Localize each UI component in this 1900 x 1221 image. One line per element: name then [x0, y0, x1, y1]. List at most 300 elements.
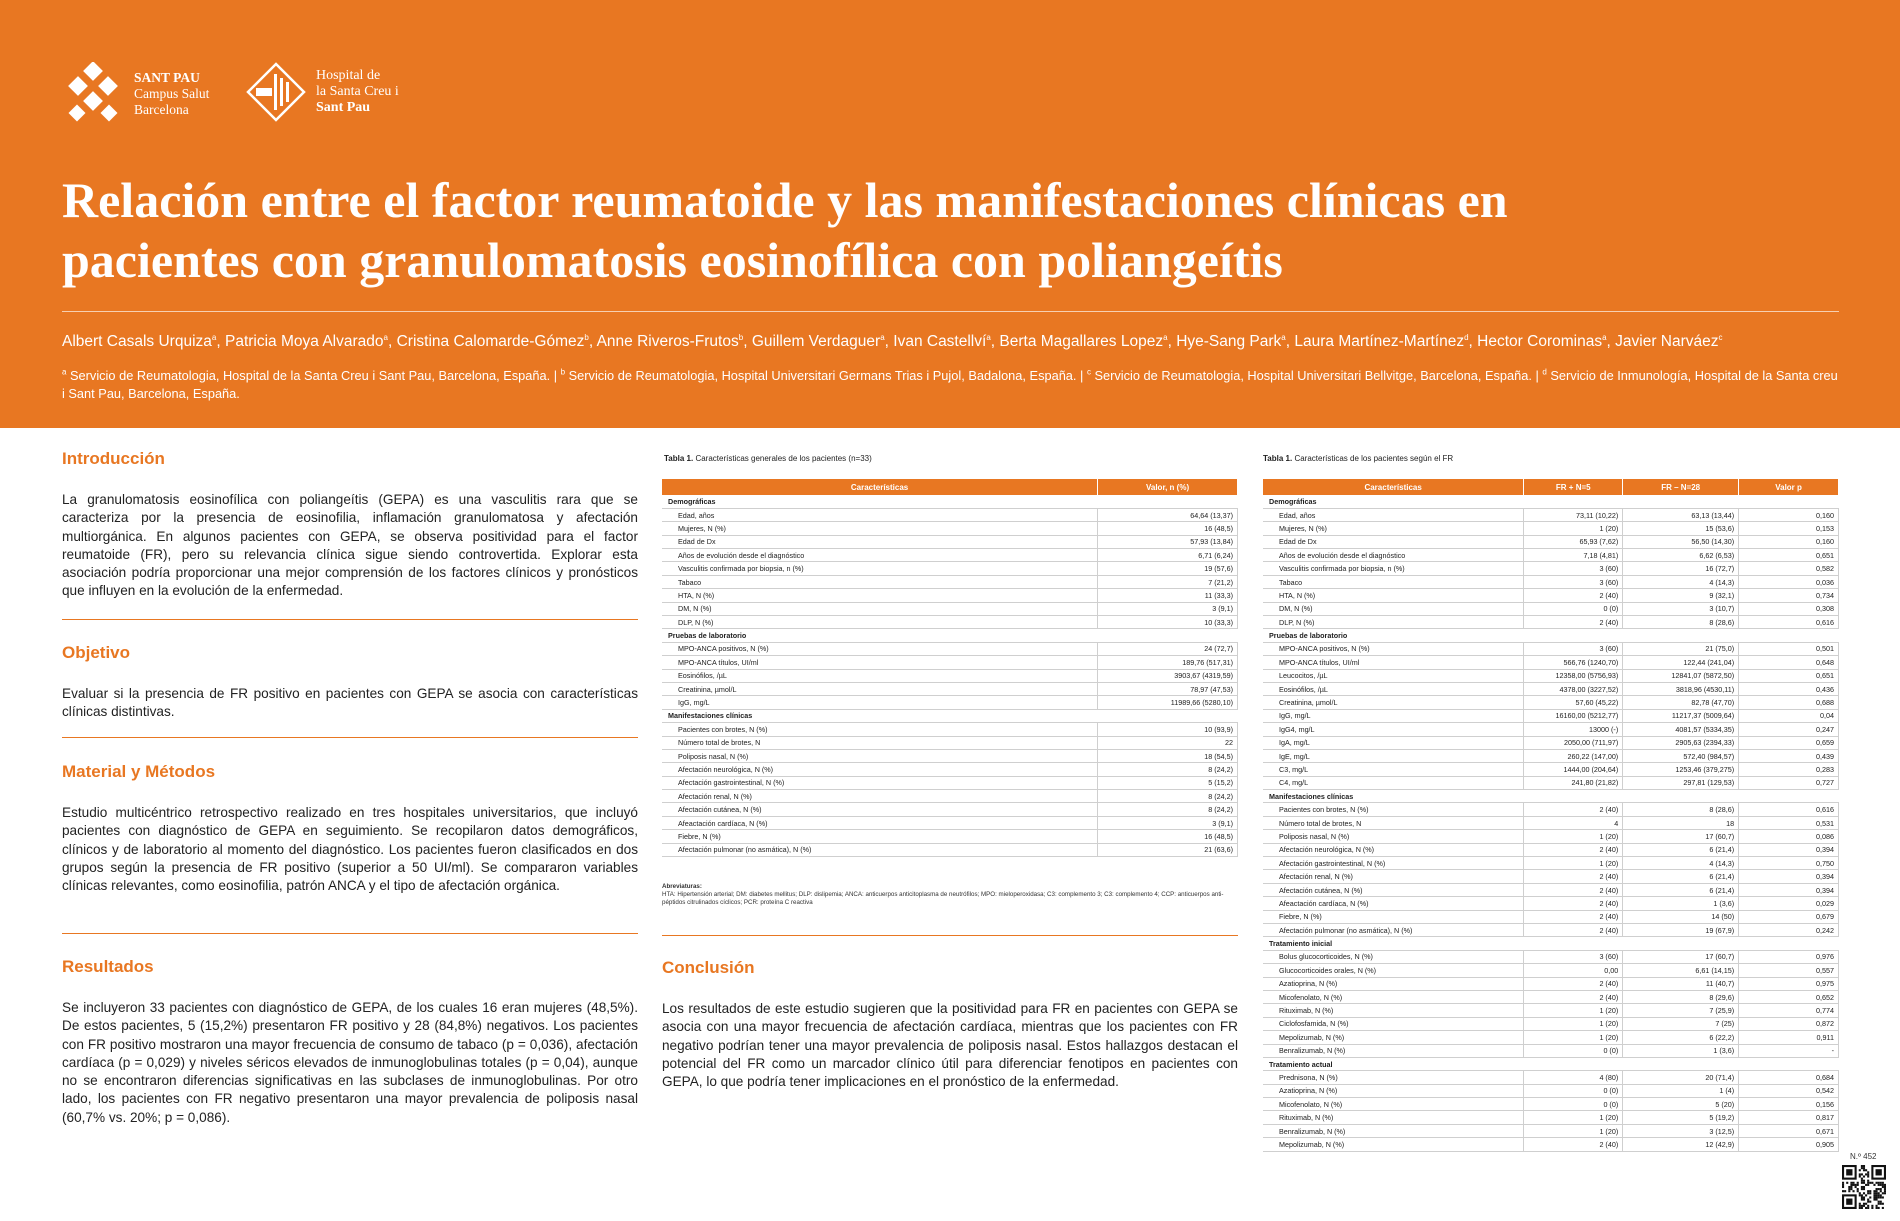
table1-row [662, 508, 1238, 521]
table2-value-cell: 1253,46 (379,275) [1623, 763, 1739, 776]
table1-row-label: MPO-ANCA positivos, N (%) [662, 642, 1098, 655]
table1-row-label: Edad, años [662, 508, 1098, 521]
table2-row-label: Afectación neurológica, N (%) [1263, 843, 1524, 856]
table1-row-label: HTA, N (%) [662, 589, 1098, 602]
table2-group-label: Tratamiento inicial [1263, 937, 1839, 950]
table1-row [662, 522, 1238, 535]
table2-value-cell: 8 (28,6) [1623, 616, 1739, 629]
table2-row [1263, 924, 1839, 937]
table1-value-cell: 3 (9,1) [1098, 816, 1238, 829]
table2-value-cell: 1 (20) [1524, 830, 1623, 843]
table2-value-cell: 14 (50) [1623, 910, 1739, 923]
table2-value-cell: 2905,63 (2394,33) [1623, 736, 1739, 749]
table1-row [662, 669, 1238, 682]
table2-value-cell: 3 (60) [1524, 562, 1623, 575]
table1-row-label: IgG, mg/L [662, 696, 1098, 709]
table2-group-label: Manifestaciones clínicas [1263, 790, 1839, 803]
table1-row [662, 535, 1238, 548]
table2-value-cell: 19 (67,9) [1623, 924, 1739, 937]
table2-value-cell: - [1739, 1044, 1839, 1057]
table1-row [662, 723, 1238, 736]
table2-value-cell: 0,976 [1739, 950, 1839, 963]
table1-group-label: Manifestaciones clínicas [662, 709, 1238, 722]
table2-row-label: Azatioprina, N (%) [1263, 1084, 1524, 1097]
intro-text: La granulomatosis eosinofílica con poliangeítis (GEPA) es una vasculitis rara que se caracteriza por la presencia de eosinofilia, inflamación granulomatosa y afectación multiorgánica. En algunos pacientes con GEPA, se observa positividad para el factor reumatoide (FR), pero su relevancia clínica sigue siendo controvertida. Explorar esta asociación podría proporcionar una mejor comprensión de los factores clínicos y pronósticos que influyen en la evolución de la enfermedad. [62, 492, 638, 599]
intro-section [62, 449, 638, 601]
table2-value-cell: 0,557 [1739, 964, 1839, 977]
table2-value-cell: 2 (40) [1524, 843, 1623, 856]
table2-value-cell: 0,582 [1739, 562, 1839, 575]
table1-row [662, 749, 1238, 762]
affiliation-text: Servicio de Inmunología, Hospital de la Santa creu i Sant Pau, Barcelona, España. [62, 368, 1838, 401]
table2-caption-label: Tabla 1. [1263, 454, 1293, 463]
table1-value-cell: 8 (24,2) [1098, 763, 1238, 776]
table2-value-cell: 4 (80) [1524, 1071, 1623, 1084]
poster-title-line2: pacientes con granulomatosis eosinofílica con poliangeítis [62, 232, 1283, 288]
table2-value-cell: 8 (28,6) [1623, 803, 1739, 816]
table2-row [1263, 642, 1839, 655]
table2-row [1263, 910, 1839, 923]
table2-value-cell: 0 (0) [1524, 1084, 1623, 1097]
table2-row [1263, 843, 1839, 856]
author-affiliation-mark: b [584, 332, 589, 342]
table2-value-cell: 0,036 [1739, 575, 1839, 588]
table1-value-cell: 11989,66 (5280,10) [1098, 696, 1238, 709]
table2-row [1263, 508, 1839, 521]
table1-row-label: Mujeres, N (%) [662, 522, 1098, 535]
affiliation-list: $^a$ Servicio de Reumatologia, Hospital de la Santa Creu i Sant Pau, Barcelona, España. | $^b$ Servicio de Reumatologia, Hospital Universitari Germans Trias i Pujol, Badalona, España. | $^c$ Servicio de Reumatologia, Hospital Universitari Bellvitge, Barcelona, España. | $^d$ Servicio de Inmunología, Hospital de la Santa creu i Sant Pau, Barcelona, España. [62, 367, 1838, 401]
table2-value-cell: 0,542 [1739, 1084, 1839, 1097]
table2-row-label: Mepolizumab, N (%) [1263, 1138, 1524, 1151]
table2-row [1263, 656, 1839, 669]
affiliation-text: Servicio de Reumatologia, Hospital de la Santa Creu i Sant Pau, Barcelona, España. [66, 368, 551, 383]
author-affiliation-mark: a [1602, 332, 1607, 342]
table1-row-label: Edad de Dx [662, 535, 1098, 548]
table2-value-cell: 1 (20) [1524, 1004, 1623, 1017]
table2-value-cell: 0 (0) [1524, 602, 1623, 615]
table1-value-cell: 78,97 (47,53) [1098, 682, 1238, 695]
table2-group-row [1263, 1057, 1839, 1070]
author-affiliation-mark: d [1464, 332, 1469, 342]
table2-row [1263, 883, 1839, 896]
poster-title-line1: Relación entre el factor reumatoide y las manifestaciones clínicas en [62, 172, 1508, 228]
table2-value-cell: 1 (20) [1524, 1017, 1623, 1030]
table1-value-cell: 16 (48,5) [1098, 830, 1238, 843]
conclusion-text: Los resultados de este estudio sugieren que la positividad para FR en pacientes con GEPA se asocia con una mayor frecuencia de afectación cardíaca, mientras que los pacientes con FR negativo podrían tener una mayor prevalencia de poliposis nasal. Estos hallazgos destacan el potencial del FR como un marcador clínico útil para diferenciar fenotipos en pacientes con GEPA, lo que podría tener implicaciones en el pronóstico de la enfermedad. [662, 1001, 1238, 1090]
table2-value-cell: 2 (40) [1524, 990, 1623, 1003]
table2-value-cell: 0,774 [1739, 1004, 1839, 1017]
hospital-logo-line3: Sant Pau [316, 100, 371, 115]
author-name: Hector Corominas [1477, 333, 1603, 350]
abbreviations-note [662, 883, 1238, 907]
table2-row [1263, 1111, 1839, 1124]
poster-header [0, 0, 1900, 428]
author-name: Patricia Moya Alvarado [224, 333, 384, 350]
table1-row-label: Afectación cutánea, N (%) [662, 803, 1098, 816]
table2-value-cell: 3 (60) [1524, 642, 1623, 655]
santpau-logo-line2: Campus Salut [134, 86, 210, 101]
table2-value-cell: 57,60 (45,22) [1524, 696, 1623, 709]
table2-value-cell: 12 (42,9) [1623, 1138, 1739, 1151]
table2-row-label: IgA, mg/L [1263, 736, 1524, 749]
table2-value-cell: 0,501 [1739, 642, 1839, 655]
affiliation-mark: a [62, 367, 67, 377]
affiliation-mark: d [1542, 367, 1547, 377]
table2-row [1263, 1124, 1839, 1137]
abbreviations-text: HTA: Hipertensión arterial; DM: diabetes mellitus; DLP: dislipemia; ANCA: anticuerpos anticitoplasma de neutrófilos; MPO: mieloperoxidasa; C3: complemento 3; C3: complemento 4; CCP: anticuerpos anti-péptidos citrulinados cíclicos; PCR: proteína C reactiva [662, 891, 1224, 906]
author-name: Guillem Verdaguer [751, 333, 881, 350]
table2-value-cell: 3 (60) [1524, 575, 1623, 588]
diamond-cluster-icon [62, 62, 126, 126]
author-list: Albert Casals Urquiza$^a$, Patricia Moya Alvarado$^a$, Cristina Calomarde-Gómez$^b$, Anne Riveros-Frutos$^b$, Guillem Verdaguer$^a$, Ivan Castellví$^a$, Berta Magallares Lopez$^a$, Hye-Sang Park$^a$, Laura Martínez-Martínez$^d$, Hector Corominas$^a$, Javier Narváez$^c$ [62, 332, 1723, 350]
table1-value-cell: 5 (15,2) [1098, 776, 1238, 789]
table2-group-row [1263, 495, 1839, 508]
table1-row-label: DM, N (%) [662, 602, 1098, 615]
table1-row-label: MPO-ANCA títulos, UI/ml [662, 656, 1098, 669]
table2-row-label: IgG, mg/L [1263, 709, 1524, 722]
table2-value-cell: 0,029 [1739, 897, 1839, 910]
table2-row-label: IgE, mg/L [1263, 749, 1524, 762]
table2-value-cell: 0,817 [1739, 1111, 1839, 1124]
table2-row-label: Creatinina, µmol/L [1263, 696, 1524, 709]
table1-value-cell: 19 (57,6) [1098, 562, 1238, 575]
table1-value-cell: 8 (24,2) [1098, 790, 1238, 803]
table-characteristics-by-fr [1263, 479, 1839, 1152]
table2-value-cell: 6,62 (6,53) [1623, 549, 1739, 562]
author-affiliation-mark: a [986, 332, 991, 342]
table2-row [1263, 709, 1839, 722]
table2-value-cell: 4 (14,3) [1623, 857, 1739, 870]
header-divider [62, 311, 1839, 312]
table1-row-label: Afectación pulmonar (no asmática), N (%) [662, 843, 1098, 856]
table2-value-cell: 1 (20) [1524, 1111, 1623, 1124]
table2-value-cell: 0,652 [1739, 990, 1839, 1003]
results-text: Se incluyeron 33 pacientes con diagnóstico de GEPA, de los cuales 16 eran mujeres (48,5%). De estos pacientes, 5 (15,2%) presentaron FR positivo y 28 (84,8%) negativos. Los pacientes con FR positivo mostraron una mayor frecuencia de consumo de tabaco (p = 0,036), afectación cardíaca (p = 0,029) y niveles séricos elevados de inmunoglobulinas totales (p = 0,04), aunque no se encontraron diferencias significativas en las subclases de inmunoglobulinas. Por otro lado, los pacientes con FR negativo presentaron una mayor prevalencia de poliposis nasal (60,7% vs. 20%; p = 0,086). [62, 1000, 638, 1125]
table1-row-label: Creatinina, µmol/L [662, 682, 1098, 695]
table2-row-label: IgG4, mg/L [1263, 723, 1524, 736]
table2-header-cell: FR – N=28 [1623, 479, 1739, 495]
author-name: Laura Martínez-Martínez [1294, 333, 1465, 350]
table2-value-cell: 2050,00 (711,97) [1524, 736, 1623, 749]
affiliation-mark: b [560, 367, 566, 377]
table2-value-cell: 0,436 [1739, 682, 1839, 695]
table2-value-cell: 0,648 [1739, 656, 1839, 669]
table1-caption [664, 454, 872, 463]
objective-heading: Objetivo [62, 643, 131, 662]
santpau-logo-line3: Barcelona [134, 102, 189, 117]
results-heading: Resultados [62, 957, 154, 976]
table2-header-cell: Valor p [1739, 479, 1839, 495]
table2-value-cell: 2 (40) [1524, 589, 1623, 602]
table2-row [1263, 1017, 1839, 1030]
table2-value-cell: 0,160 [1739, 508, 1839, 521]
table2-value-cell: 0,394 [1739, 883, 1839, 896]
table2-value-cell: 297,81 (129,53) [1623, 776, 1739, 789]
abbreviations-heading: Abreviaturas: [662, 883, 702, 890]
table2-value-cell: 0,905 [1739, 1138, 1839, 1151]
table2-value-cell: 0,247 [1739, 723, 1839, 736]
table2-row-label: Benralizumab, N (%) [1263, 1124, 1524, 1137]
table2-value-cell: 73,11 (10,22) [1524, 508, 1623, 521]
table2-row-label: Azatioprina, N (%) [1263, 977, 1524, 990]
table1-row-label: Afectación neurológica, N (%) [662, 763, 1098, 776]
hospital-shield-icon [244, 60, 308, 124]
table1-value-cell: 8 (24,2) [1098, 803, 1238, 816]
table1-row [662, 656, 1238, 669]
table1-row-label: Número total de brotes, N [662, 736, 1098, 749]
affiliation-text: Servicio de Reumatologia, Hospital Universitari Germans Trias i Pujol, Badalona, España. [565, 368, 1077, 383]
table2-value-cell: 1 (20) [1524, 1031, 1623, 1044]
table2-row-label: Benralizumab, N (%) [1263, 1044, 1524, 1057]
table1-value-cell: 24 (72,7) [1098, 642, 1238, 655]
qr-code-icon[interactable] [1842, 1165, 1886, 1209]
table1-caption-label: Tabla 1. [664, 454, 694, 463]
table2-row-label: C3, mg/L [1263, 763, 1524, 776]
table1-row-label: DLP, N (%) [662, 616, 1098, 629]
table2-row [1263, 682, 1839, 695]
table2-row-label: Afectación pulmonar (no asmática), N (%) [1263, 924, 1524, 937]
table2-value-cell: 11 (40,7) [1623, 977, 1739, 990]
table2-row [1263, 1071, 1839, 1084]
table2-caption [1263, 454, 1453, 463]
methods-text: Estudio multicéntrico retrospectivo realizado en tres hospitales universitarios, que incluyó pacientes con diagnóstico de GEPA en seguimiento. Se recopilaron datos demográficos, clínicos y de laboratorio al momento del diagnóstico. Los pacientes fueron clasificados en dos grupos según la presencia de FR positivo (superior a 50 UI/ml). Se compararon variables clínicas relevantes, como eosinofilia, patrón ANCA y el tipo de afectación orgánica. [62, 805, 638, 894]
table2-value-cell: 0,671 [1739, 1124, 1839, 1137]
table2-value-cell: 1 (4) [1623, 1084, 1739, 1097]
table2-value-cell: 9 (32,1) [1623, 589, 1739, 602]
table1-value-cell: 18 (54,5) [1098, 749, 1238, 762]
table2-value-cell: 7 (25) [1623, 1017, 1739, 1030]
table2-row [1263, 602, 1839, 615]
table2-value-cell: 122,44 (241,04) [1623, 656, 1739, 669]
santpau-logo-line1: SANT PAU [134, 70, 200, 85]
table2-row-label: MPO-ANCA positivos, N (%) [1263, 642, 1524, 655]
table1-row [662, 642, 1238, 655]
table2-value-cell: 241,80 (21,82) [1524, 776, 1623, 789]
table2-value-cell: 0 (0) [1524, 1098, 1623, 1111]
author-affiliation-mark: a [1281, 332, 1286, 342]
author-name: Cristina Calomarde-Gómez [396, 333, 585, 350]
intro-heading: Introducción [62, 449, 165, 468]
table2-row-label: Poliposis nasal, N (%) [1263, 830, 1524, 843]
results-section [62, 957, 638, 1127]
table2-row-label: Afeactación cardíaca, N (%) [1263, 897, 1524, 910]
table1-row [662, 816, 1238, 829]
table1-row [662, 696, 1238, 709]
table2-value-cell: 3 (10,7) [1623, 602, 1739, 615]
section-divider [62, 619, 638, 620]
table2-row [1263, 1004, 1839, 1017]
table2-row [1263, 803, 1839, 816]
table1-row [662, 830, 1238, 843]
table2-value-cell: 0,394 [1739, 843, 1839, 856]
table2-group-row [1263, 937, 1839, 950]
table2-value-cell: 0,750 [1739, 857, 1839, 870]
table2-value-cell: 0,679 [1739, 910, 1839, 923]
table2-value-cell: 2 (40) [1524, 977, 1623, 990]
table-general-characteristics [662, 479, 1238, 857]
table2-value-cell: 12841,07 (5872,50) [1623, 669, 1739, 682]
poster-number: N.º 452 [1850, 1152, 1877, 1161]
table1-row-label: Años de evolución desde el diagnóstico [662, 549, 1098, 562]
author-name: Hye-Sang Park [1176, 333, 1282, 350]
table1-row [662, 776, 1238, 789]
table2-value-cell: 2 (40) [1524, 897, 1623, 910]
table2-value-cell: 13000 (-) [1524, 723, 1623, 736]
table2-row-label: Pacientes con brotes, N (%) [1263, 803, 1524, 816]
table2-row-label: Bolus glucocorticoides, N (%) [1263, 950, 1524, 963]
table1-value-cell: 16 (48,5) [1098, 522, 1238, 535]
table2-value-cell: 0,394 [1739, 870, 1839, 883]
table2-row-label: Mepolizumab, N (%) [1263, 1031, 1524, 1044]
table2-value-cell: 0,684 [1739, 1071, 1839, 1084]
table2-row [1263, 535, 1839, 548]
table2-group-label: Pruebas de laboratorio [1263, 629, 1839, 642]
table1-value-cell: 21 (63,6) [1098, 843, 1238, 856]
table2-row-label: DLP, N (%) [1263, 616, 1524, 629]
table2-value-cell: 21 (75,0) [1623, 642, 1739, 655]
table1-row [662, 602, 1238, 615]
table1-value-cell: 10 (33,3) [1098, 616, 1238, 629]
table1-row [662, 803, 1238, 816]
section-divider [62, 933, 638, 934]
table2-row-label: Rituximab, N (%) [1263, 1111, 1524, 1124]
table1-value-cell: 189,76 (517,31) [1098, 656, 1238, 669]
table2-value-cell: 0,00 [1524, 964, 1623, 977]
table2-row [1263, 1138, 1839, 1151]
table2-value-cell: 0,659 [1739, 736, 1839, 749]
table2-value-cell: 0,688 [1739, 696, 1839, 709]
table2-value-cell: 0,651 [1739, 549, 1839, 562]
table2-value-cell: 7,18 (4,81) [1524, 549, 1623, 562]
table2-value-cell: 0 (0) [1524, 1044, 1623, 1057]
author-name: Anne Riveros-Frutos [596, 333, 739, 350]
table2-value-cell: 18 [1623, 816, 1739, 829]
table2-row [1263, 830, 1839, 843]
table2-group-label: Tratamiento actual [1263, 1057, 1839, 1070]
table1-row [662, 790, 1238, 803]
table2-value-cell: 0,086 [1739, 830, 1839, 843]
table2-row-label: Afectación renal, N (%) [1263, 870, 1524, 883]
affiliation-text: Servicio de Reumatologia, Hospital Universitari Bellvitge, Barcelona, España. [1090, 368, 1532, 383]
table1-row [662, 843, 1238, 856]
table2-row [1263, 870, 1839, 883]
table1-caption-text: Características generales de los pacientes (n=33) [695, 454, 872, 463]
table2-row [1263, 990, 1839, 1003]
table2-row [1263, 857, 1839, 870]
table2-value-cell: 16 (72,7) [1623, 562, 1739, 575]
table2-value-cell: 8 (29,6) [1623, 990, 1739, 1003]
table1-row-label: Tabaco [662, 575, 1098, 588]
table2-value-cell: 65,93 (7,62) [1524, 535, 1623, 548]
table2-row [1263, 1031, 1839, 1044]
table2-row [1263, 549, 1839, 562]
table2-value-cell: 5 (20) [1623, 1098, 1739, 1111]
table1-header-cell: Valor, n (%) [1098, 479, 1238, 495]
table1-value-cell: 6,71 (6,24) [1098, 549, 1238, 562]
table1-group-row [662, 709, 1238, 722]
table2-value-cell: 6 (21,4) [1623, 870, 1739, 883]
table1-row [662, 575, 1238, 588]
author-name: Albert Casals Urquiza [62, 333, 212, 350]
table2-value-cell: 6 (22,2) [1623, 1031, 1739, 1044]
table1-row-label: Fiebre, N (%) [662, 830, 1098, 843]
table1-value-cell: 22 [1098, 736, 1238, 749]
section-divider [62, 737, 638, 738]
table2-value-cell: 82,78 (47,70) [1623, 696, 1739, 709]
table2-row [1263, 1084, 1839, 1097]
table2-row [1263, 736, 1839, 749]
table2-value-cell: 6,61 (14,15) [1623, 964, 1739, 977]
table2-value-cell: 0,872 [1739, 1017, 1839, 1030]
table2-row [1263, 977, 1839, 990]
table1-row-label: Vasculitis confirmada por biopsia, n (%) [662, 562, 1098, 575]
table2-value-cell: 0,153 [1739, 522, 1839, 535]
table2-row [1263, 1044, 1839, 1057]
table2-row [1263, 1098, 1839, 1111]
table2-value-cell: 11217,37 (5009,64) [1623, 709, 1739, 722]
table2-row-label: Prednisona, N (%) [1263, 1071, 1524, 1084]
table2-value-cell: 1444,00 (204,64) [1524, 763, 1623, 776]
table2-row-label: Años de evolución desde el diagnóstico [1263, 549, 1524, 562]
author-affiliation-mark: a [1163, 332, 1168, 342]
author-affiliation-mark: c [1718, 332, 1723, 342]
table1-value-cell: 57,93 (13,84) [1098, 535, 1238, 548]
methods-heading: Material y Métodos [62, 762, 216, 781]
table2-row [1263, 749, 1839, 762]
table2-value-cell: 3 (60) [1524, 950, 1623, 963]
table2-value-cell: 12358,00 (5756,93) [1524, 669, 1623, 682]
table1-row-label: Afectación gastrointestinal, N (%) [662, 776, 1098, 789]
hospital-santpau-logo [244, 60, 399, 124]
table2-value-cell: 17 (60,7) [1623, 950, 1739, 963]
table2-value-cell: 0,651 [1739, 669, 1839, 682]
table2-value-cell: 4081,57 (5334,35) [1623, 723, 1739, 736]
table2-group-row [1263, 629, 1839, 642]
conclusion-section [662, 958, 1238, 1091]
table2-value-cell: 0,734 [1739, 589, 1839, 602]
conclusion-heading: Conclusión [662, 958, 755, 977]
table2-value-cell: 2 (40) [1524, 924, 1623, 937]
table2-row-label: DM, N (%) [1263, 602, 1524, 615]
table2-row [1263, 589, 1839, 602]
table2-value-cell: 2 (40) [1524, 910, 1623, 923]
table1-row [662, 682, 1238, 695]
author-affiliation-mark: a [880, 332, 885, 342]
table1-row-label: Eosinófilos, /µL [662, 669, 1098, 682]
affiliation-mark: c [1086, 367, 1091, 377]
table1-group-row [662, 495, 1238, 508]
table1-value-cell: 64,64 (13,37) [1098, 508, 1238, 521]
table1-row [662, 549, 1238, 562]
table2-value-cell: 1 (20) [1524, 1124, 1623, 1137]
table2-value-cell: 6 (21,4) [1623, 843, 1739, 856]
table2-row [1263, 696, 1839, 709]
table2-value-cell: 16160,00 (5212,77) [1524, 709, 1623, 722]
table1-group-label: Pruebas de laboratorio [662, 629, 1238, 642]
table2-value-cell: 0,242 [1739, 924, 1839, 937]
section-divider [662, 935, 1238, 936]
table2-value-cell: 0,911 [1739, 1031, 1839, 1044]
table2-row-label: Número total de brotes, N [1263, 816, 1524, 829]
table2-row-label: Glucocorticoides orales, N (%) [1263, 964, 1524, 977]
table1-header-cell: Características [662, 479, 1098, 495]
table2-group-label: Demográficas [1263, 495, 1839, 508]
table2-value-cell: 566,76 (1240,70) [1524, 656, 1623, 669]
table2-header-cell: Características [1263, 479, 1524, 495]
objective-section [62, 643, 638, 722]
table2-row-label: Fiebre, N (%) [1263, 910, 1524, 923]
table2-value-cell: 7 (25,9) [1623, 1004, 1739, 1017]
